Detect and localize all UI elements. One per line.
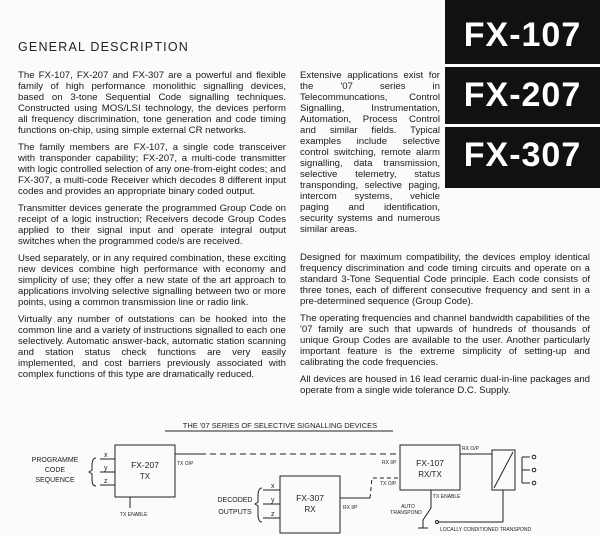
rx-ip-label: RX I/P	[343, 505, 358, 511]
right-column-bottom	[300, 252, 590, 402]
divider	[445, 124, 600, 127]
paragraph: All devices are housed in 16 lead ceramic dual-in-line packages and operate from a single wide tolerance D.C. Supply.	[300, 374, 590, 396]
tx-op-label: TX O/P	[380, 481, 397, 487]
output-y: y	[271, 497, 275, 504]
section-heading: GENERAL DESCRIPTION	[18, 40, 189, 54]
fx107-label: FX-107	[416, 458, 444, 468]
input-label: CODE	[44, 467, 66, 474]
paragraph: The FX-107, FX-207 and FX-307 are a powerful and flexible family of high performance monolithic signalling devices, based on 3-tone Sequential Code signalling techniques. Constructed using MOS/LSI technology, the devices perform all frequency discrimination, tone generation and code timing functions on-chip, using simple external CR networks.	[18, 70, 286, 136]
product-fx107: FX-107	[463, 16, 582, 54]
left-column	[18, 70, 286, 386]
output-label: DECODED	[217, 497, 253, 504]
fx207-sub: TX	[139, 472, 151, 481]
input-label: PROGRAMME	[31, 457, 79, 464]
output-label: OUTPUTS	[218, 509, 252, 516]
input-label: SEQUENCE	[35, 477, 75, 484]
right-column-top	[300, 70, 440, 241]
product-fx207: FX-207	[463, 76, 582, 114]
rx-op-label: RX O/P	[462, 446, 479, 452]
local-transpond-label: LOCALLY CONDITIONED TRANSPOND	[440, 527, 532, 533]
fx307-sub: RX	[304, 505, 316, 514]
paragraph: The family members are FX-107, a single code transceiver with transponder capability; FX-207, a multi-code transmitter with logic controlled selection of any one-from-eight codes; and FX-307, a multi-code Receiver which decodes 8 different input codes and provides an appropriate binary coded output.	[18, 142, 286, 197]
paragraph: The operating frequencies and channel bandwidth capabilities of the '07 family are such that upwards of hundreds of thousands of unique Group Codes are available to the user. Another particularly important feature is the extreme simplicity of setting-up and calibrating the code frequencies.	[300, 313, 590, 368]
rx-ip-label: RX I/P	[382, 460, 397, 466]
brace	[255, 488, 262, 522]
brace	[89, 458, 96, 486]
tx-op-label: TX O/P	[177, 461, 194, 467]
fx207-label: FX-207	[131, 460, 159, 470]
block-diagram	[0, 400, 600, 535]
input-y: y	[104, 465, 108, 472]
divider	[445, 64, 600, 67]
input-x: x	[104, 452, 108, 459]
input-z: z	[104, 478, 108, 485]
paragraph: Extensive applications exist for the '07 series in Telecommuncations, Control Signalling, Instrumentation, Automation, Process Control and similar fields. Typical examples include selective control switching, remote alarm signalling, data transmission, selective telemetry, status transponding, selective paging, intercom systems, vehicle paging and identification, security systems and numerous similar areas.	[300, 70, 440, 235]
paragraph: Transmitter devices generate the programmed Group Code on receipt of a logic instruction; Receivers decode Group Codes applied to their signal input and operate integral output switches when the programmed code/s are received.	[18, 203, 286, 247]
output-x: x	[271, 483, 275, 490]
paragraph: Virtually any number of outstations can be hooked into the common line and a variety of instructions signalled to each one selectively. Automatic answer-back, automatic station scanning and station status check functions are very easily implemented, and cost barriers previously associated with complex functions of this type are dramatically reduced.	[18, 314, 286, 380]
fx107-sub: RX/TX	[418, 470, 442, 479]
paragraph: Designed for maximum compatibility, the devices employ identical frequency discrimination and code timing circuits and operate on a standard 3-Tone Sequential Code principle. Each code consists of three tones, each of different consecutive frequency and sent in a pre-determined sequence (Group Code).	[300, 252, 590, 307]
relay-contacts	[522, 457, 530, 483]
auto-transpond-label: AUTO	[401, 504, 415, 510]
diagram-title: THE '07 SERIES OF SELECTIVE SIGNALLING DEVICES	[182, 421, 378, 430]
product-banner	[445, 0, 600, 188]
paragraph: Used separately, or in any required combination, these exciting new devices combine high performance with economy and simplicity of use; they offer a new state of the art approach to applications involving selective signalling between two or more points, using a common transmission line or radio link.	[18, 253, 286, 308]
fx207-box	[115, 445, 175, 497]
tx-enable-label: TX ENABLE	[120, 512, 148, 518]
tx-enable-label: TX ENABLE	[433, 494, 461, 500]
output-z: z	[271, 511, 275, 518]
product-fx307: FX-307	[463, 136, 582, 174]
fx307-label: FX-307	[296, 493, 324, 503]
auto-transpond-label: TRANSPOND	[390, 510, 422, 516]
